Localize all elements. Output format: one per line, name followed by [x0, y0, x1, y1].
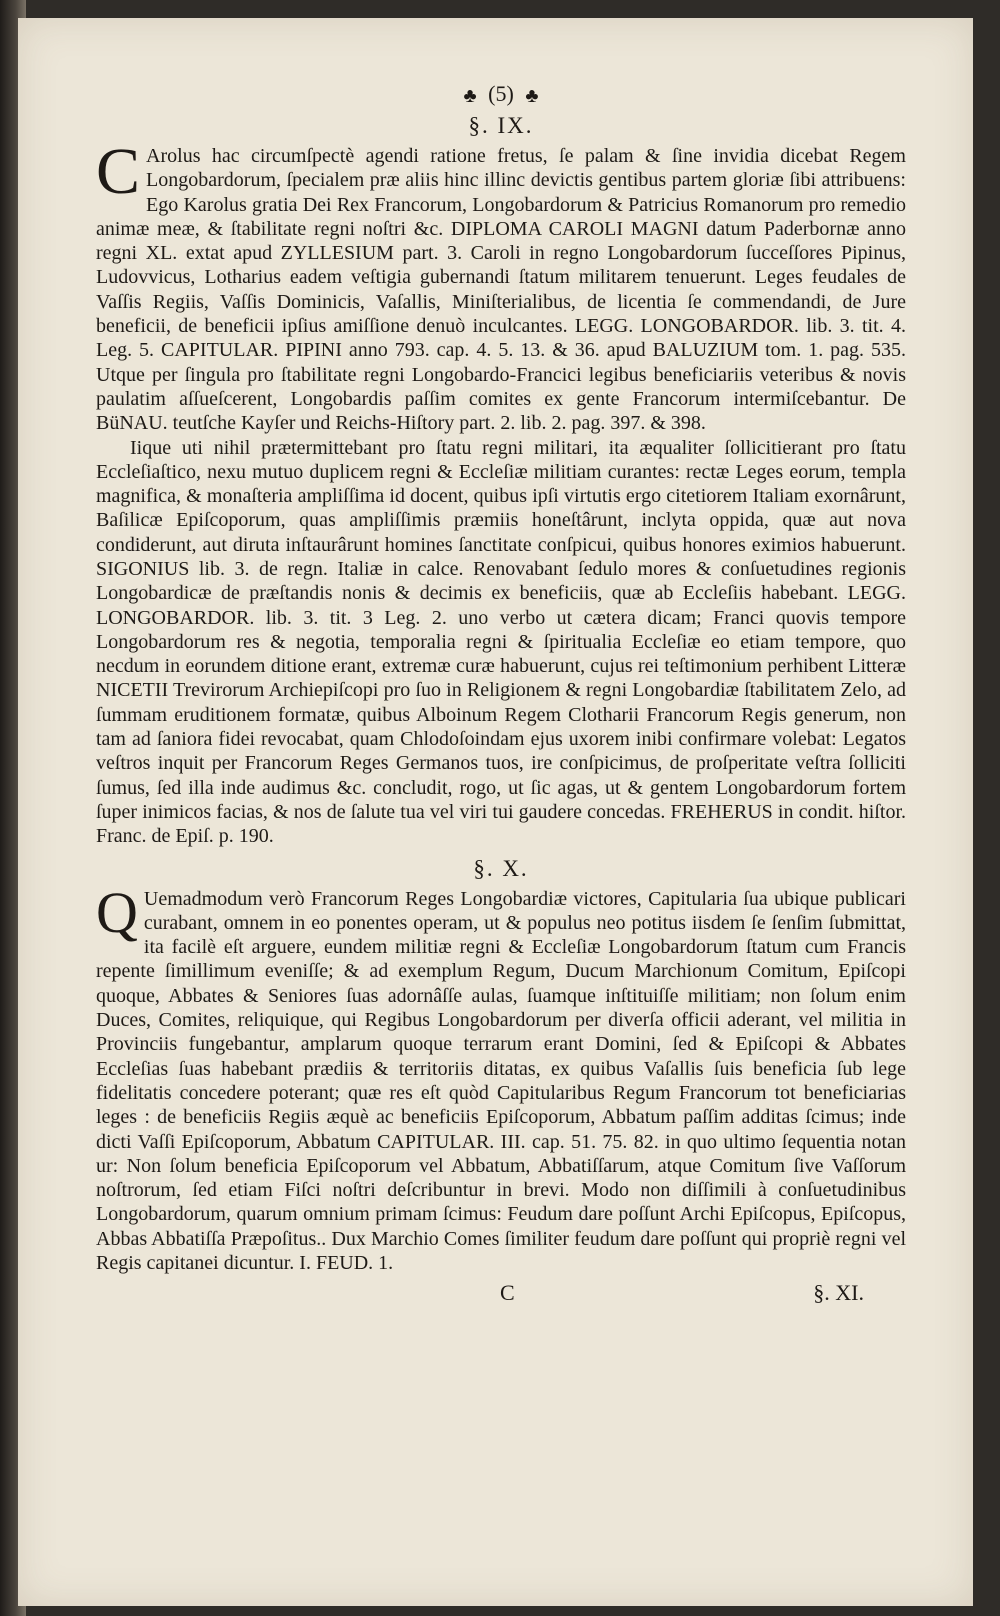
section-9-dropcap: C — [96, 134, 141, 208]
section-10-paragraph-1 — [96, 879, 906, 1276]
left-ornament-icon: ♣ — [463, 84, 477, 107]
signature-mark: C — [500, 1280, 515, 1306]
section-10-dropcap: Q — [96, 879, 138, 945]
section-10-title: §. X. — [473, 855, 529, 881]
section-9-paragraph-1-text: Arolus hac circumſpectè agendi ratione fretus, ſe palam & ſine invidia dicebat Regem Longobardorum, ſpecialem præ aliis hinc illinc devictis gentibus partem gloriæ ſibi attribuens: Ego Karolus gratia Dei Rex Francorum, Longobardorum & Patricius Romanorum pro remedio animæ meæ, & ſtabilitate regni noſtri &c. DIPLOMA CAROLI MAGNI datum Paderbornæ anno regni XL. extat apud ZYLLESIUM part. 3. Caroli in regno Longobardorum ſucceſſores Pipinus, Ludovvicus, Lotharius eadem veſtigia gubernandi ſtatum militarem tenuerunt. Leges feudales de Vaſſis Regiis, Vaſſis Dominicis, Vaſallis, Miniſterialibus, de licentia ſe commendandi, de Jure beneficii, de beneficii ipſius amiſſione denuò inculcantes. LEGG. LONGOBARDOR. lib. 3. tit. 4. Leg. 5. CAPITULAR. PIPINI anno 793. cap. 4. 5. 13. & 36. apud BALUZIUM tom. 1. pag. 535. Utque per ſingula pro ſtabilitate regni Longobardo-Francici legibus beneficiariis veteribus & novis paulatim aſſueſcerent, Longobardis paſſim comites ex gente Francorum intermiſcebantur. De BüNAU. teutſche Kayſer und Reichs-Hiſtory part. 2. lib. 2. pag. 397. & 398. — [96, 144, 906, 435]
page-content — [96, 80, 906, 1311]
book-page — [18, 18, 973, 1606]
right-ornament-icon: ♣ — [525, 84, 539, 107]
page-footer — [96, 1281, 906, 1311]
section-10-paragraph-1-text: Uemadmodum verò Francorum Reges Longobardiæ victores, Capitularia ſua ubique publicari curabant, omnem in eo ponentes operam, ut & populus neo potitus iisdem ſe ſenſim ſubmittat, ita facilè eſt arguere, eundem militiæ regni & Eccleſiæ Longobardorum ſtatum cum Francis repente ſimillimum eveniſſe; & ad exemplum Regum, Ducum Marchionum Comitum, Epiſcopi quoque, Abbates & Seniores ſuas adornâſſe aulas, ſuamque inſtituiſſe militiam; non ſolum enim Duces, Comites, reliquique, qui Regibus Longobardorum per diverſa officii aderant, vel militia in Provinciis fungebantur, amplarum quoque terrarum erant Domini, ſed & Epiſcopi & Abbates Eccleſias ſuas habebant prædiis & territoriis ditatas, ex quibus Vaſallis ſuis beneficia ſub lege fidelitatis concedere poterant; quæ res eſt quòd Capitularibus Regum Francorum tot beneficiarias leges : de beneficiis Regiis æquè ac beneficiis Epiſcoporum, Abbatum paſſim additas ſcimus; inde dicti Vaſſi Epiſcoporum, Abbatum CAPITULAR. III. cap. 51. 75. 82. in quo ultimo ſequentia notan ur: Non ſolum beneficia Epiſcoporum vel Abbatum, Abbatiſſarum, atque Comitum ſive Vaſſorum noſtrorum, ſed etiam Fiſci noſtri deſcribuntur in brevi. Modo non diſſimili à conſuetudinibus Longobardorum, quarum omnium primam ſcimus: Feudum dare poſſunt Archi Epiſcopus, Epiſcopus, Abbas Abbatiſſa Præpoſitus.. Dux Marchio Comes ſimiliter feudum dare poſſunt qui propriè regni vel Regis capitanei dicuntur. I. FEUD. 1. — [96, 887, 906, 1275]
section-9-paragraph-2: Iique uti nihil prætermittebant pro ſtatu regni militari, ita æqualiter ſollicitierant pro ſtatu Eccleſiaſtico, nexu mutuo duplicem regni & Eccleſiæ militiam curantes: rectæ Leges eorum, templa magnifica, & monaſteria ampliſſima id docent, quibus ipſi virtutis ergo citetiorem Italiam exornârunt, Baſilicæ Epiſcoporum, quas ampliſſimis præmiis honeſtârunt, inclyta oppida, quæ aut nova condiderunt, aut diruta inſtaurârunt homines ſanctitate conſpicui, quibus honores eximios habuerunt. SIGONIUS lib. 3. de regn. Italiæ in calce. Renovabant ſedulo mores & conſuetudines regionis Longobardicæ de præſtandis nonis & decimis ex beneficiis, quæ ab Eccleſiis habebant. LEGG. LONGOBARDOR. lib. 3. tit. 3 Leg. 2. uno verbo ut cætera dicam; Franci quovis tempore Longobardorum res & negotia, temporalia regni & ſpiritualia Eccleſiæ eo etiam tempore, quo necdum in eorundem ditione erant, extremæ curæ habuerunt, cujus rei teſtimonium perhibent Litteræ NICETII Trevirorum Archiepiſcopi pro ſuo in Religionem & regni Longobardiæ ſtabilitatem Zelo, ad ſummam eruditionem formatæ, quibus Alboinum Regem Clotharii Francorum Regis generum, non tam ad ſaniora fidei revocabat, quam Chlodoſoindam ejus uxorem inibi confirmare volebat: Legatos veſtros inquit per Francorum Reges Germanos tuos, ire conſpicimus, de proſperitate veſtra ſolliciti ſumus, ſed illa inde audimus &c. concludit, rogo, ut ſic agas, ut & gentem Longobardorum fortem ſuper inimicos facias, & nos de ſalute tua vel viri tui gaudere concedas. FREHERUS in condit. hiſtor. Franc. de Epiſ. p. 190. — [96, 436, 906, 848]
page-header — [96, 80, 906, 110]
catchword: §. XI. — [813, 1280, 864, 1306]
section-9-paragraph-1 — [96, 134, 906, 436]
section-9-title: §. IX. — [468, 112, 534, 138]
page-number: (5) — [488, 81, 514, 106]
